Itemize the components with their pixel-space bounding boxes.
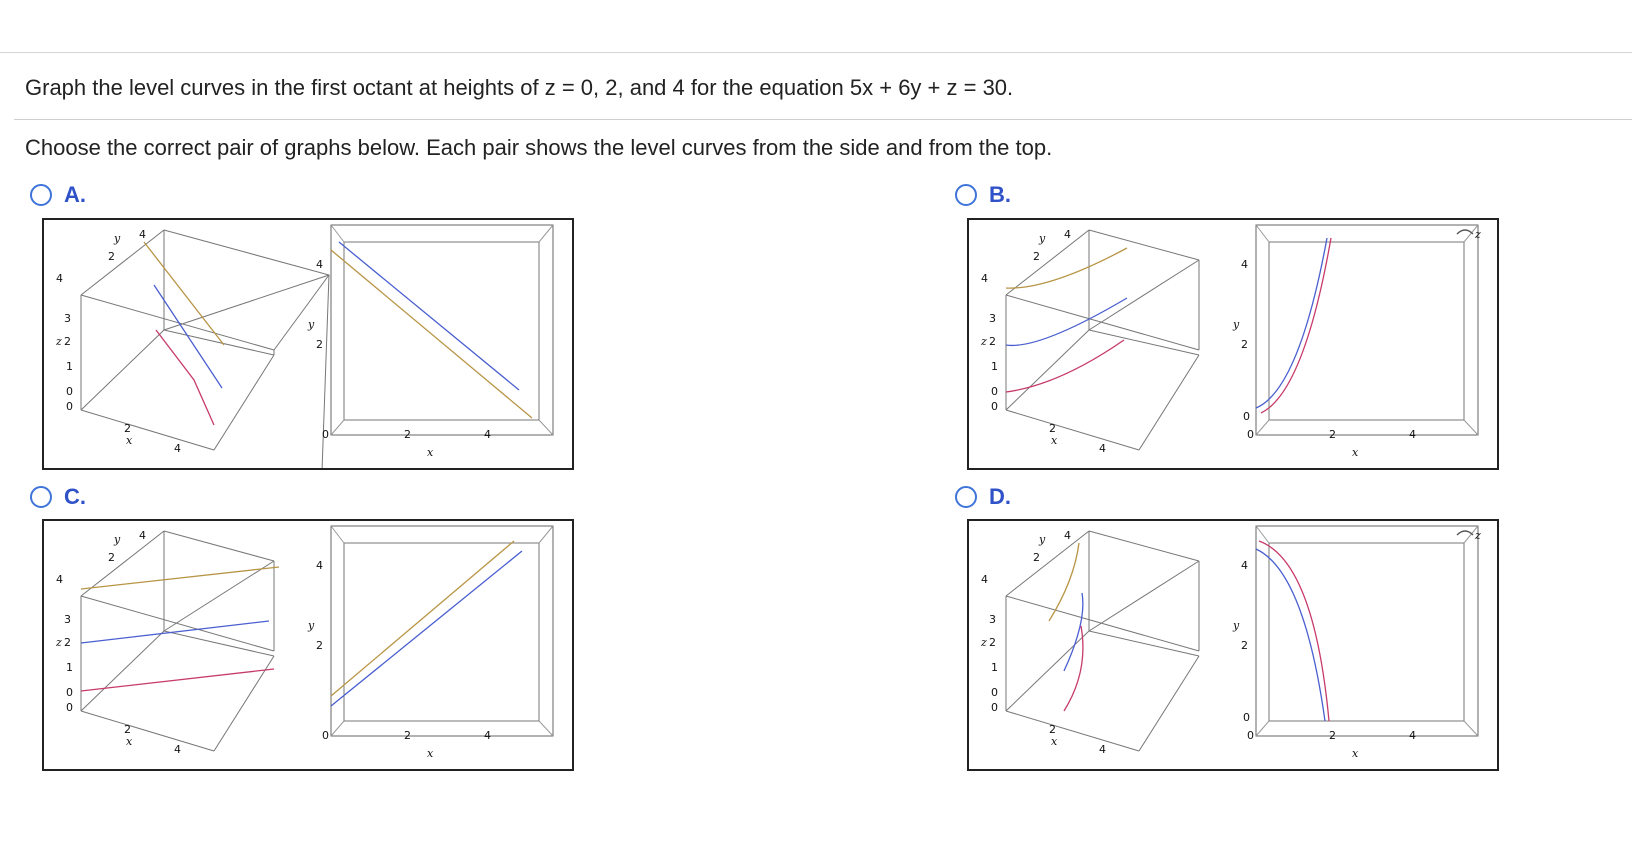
- x-tick-4: 4: [174, 442, 181, 455]
- z-tick-1: 1: [991, 360, 998, 373]
- x-tick-2: 2: [1049, 422, 1056, 435]
- top-frame-outer: [331, 225, 553, 435]
- x-tick-0: 0: [66, 400, 73, 413]
- option-c-label: C.: [64, 484, 86, 509]
- option-c[interactable]: [30, 484, 86, 510]
- z-tick-3: 3: [64, 613, 71, 626]
- top-view: [1232, 526, 1481, 760]
- top-x-tick-0: 0: [322, 428, 329, 441]
- option-a-graph: [42, 218, 574, 470]
- x-axis-label: x: [126, 735, 133, 748]
- top-frame-inner: [1269, 242, 1464, 420]
- top-y-tick-4: 4: [1241, 559, 1248, 572]
- top-x-tick-2: 2: [1329, 428, 1336, 441]
- option-b-label: B.: [989, 182, 1011, 207]
- top-x-tick-4: 4: [484, 428, 491, 441]
- curve-z0: [1064, 626, 1083, 711]
- option-a-graph-canvas: [44, 220, 572, 468]
- y-axis-label: y: [114, 232, 121, 245]
- top-y-tick-4: 4: [316, 559, 323, 572]
- top-view: [307, 225, 553, 459]
- top-y-tick-0: 0: [1243, 410, 1250, 423]
- top-x-tick-0: 0: [322, 729, 329, 742]
- rotate-icon-label: z: [1475, 228, 1481, 241]
- z-tick-2: 2: [989, 335, 996, 348]
- top-frame-inner: [1269, 543, 1464, 721]
- option-c-graph-canvas: [44, 521, 572, 769]
- x-axis-label: x: [1051, 434, 1058, 447]
- z-tick-2: 2: [989, 636, 996, 649]
- rotate-icon-label: z: [1475, 529, 1481, 542]
- top-y-tick-2: 2: [316, 338, 323, 351]
- y-tick-4: 4: [1064, 228, 1071, 241]
- rotate-icon[interactable]: [1457, 529, 1481, 542]
- option-b[interactable]: [955, 182, 1011, 208]
- side-view: [55, 529, 279, 756]
- y-tick-4: 4: [139, 529, 146, 542]
- option-b-graph: [967, 218, 1499, 470]
- top-view: [1232, 225, 1481, 459]
- top-frame-inner: [344, 543, 539, 721]
- z-tick-4: 4: [56, 573, 63, 586]
- x-tick-0: 0: [991, 701, 998, 714]
- question-text: Graph the level curves in the first octant at heights of z = 0, 2, and 4 for the equation 5x + 6y + z = 30.: [25, 75, 1014, 100]
- curve-z4: [1006, 248, 1127, 288]
- top-x-axis-label: x: [1352, 446, 1359, 459]
- top-frame-inner: [344, 242, 539, 420]
- x-tick-0: 0: [991, 400, 998, 413]
- top-curve-z2: [339, 242, 519, 390]
- y-tick-4: 4: [139, 228, 146, 241]
- y-tick-2: 2: [1033, 551, 1040, 564]
- z-tick-4: 4: [981, 573, 988, 586]
- curve-z2: [1006, 298, 1127, 345]
- x-tick-4: 4: [1099, 442, 1106, 455]
- curve-z2: [1064, 593, 1083, 671]
- top-frame-outer: [1256, 225, 1478, 435]
- top-y-tick-2: 2: [1241, 639, 1248, 652]
- y-axis-label: y: [1039, 232, 1046, 245]
- option-d-label: D.: [989, 484, 1011, 509]
- radio-button-icon[interactable]: [30, 486, 52, 508]
- option-a-label: A.: [64, 182, 86, 207]
- x-tick-2: 2: [124, 723, 131, 736]
- top-x-axis-label: x: [427, 747, 434, 760]
- top-view: [307, 526, 553, 760]
- curve-z0: [81, 669, 274, 691]
- x-tick-4: 4: [174, 743, 181, 756]
- y-axis-label: y: [1039, 533, 1046, 546]
- top-frame-outer: [331, 526, 553, 736]
- top-curve-z2: [1256, 238, 1327, 408]
- x-axis-label: x: [1051, 735, 1058, 748]
- x-axis-label: x: [126, 434, 133, 447]
- curve-z0: [1006, 340, 1124, 392]
- top-x-tick-4: 4: [1409, 428, 1416, 441]
- top-y-tick-0: 0: [1243, 711, 1250, 724]
- x-tick-2: 2: [1049, 723, 1056, 736]
- z-tick-0: 0: [991, 686, 998, 699]
- option-d[interactable]: [955, 484, 1011, 510]
- z-tick-0: 0: [66, 686, 73, 699]
- y-tick-2: 2: [108, 250, 115, 263]
- curve-z4: [81, 567, 279, 589]
- top-frame-outer: [1256, 526, 1478, 736]
- top-divider: [0, 52, 1632, 53]
- z-tick-3: 3: [64, 312, 71, 325]
- top-y-axis-label: y: [1233, 318, 1240, 331]
- top-x-axis-label: x: [1352, 747, 1359, 760]
- top-curve-z4: [331, 250, 532, 418]
- top-x-tick-0: 0: [1247, 428, 1254, 441]
- top-y-axis-label: y: [308, 318, 315, 331]
- z-tick-0: 0: [66, 385, 73, 398]
- top-y-tick-2: 2: [316, 639, 323, 652]
- z-tick-3: 3: [989, 312, 996, 325]
- radio-button-icon[interactable]: [955, 184, 977, 206]
- x-tick-2: 2: [124, 422, 131, 435]
- y-tick-2: 2: [1033, 250, 1040, 263]
- side-box-edges: [81, 230, 329, 450]
- top-y-tick-4: 4: [316, 258, 323, 271]
- z-tick-2: 2: [64, 636, 71, 649]
- z-tick-4: 4: [981, 272, 988, 285]
- z-tick-0: 0: [991, 385, 998, 398]
- top-x-tick-2: 2: [404, 729, 411, 742]
- curve-z0: [156, 330, 214, 425]
- z-tick-1: 1: [66, 661, 73, 674]
- top-x-tick-4: 4: [1409, 729, 1416, 742]
- z-tick-1: 1: [66, 360, 73, 373]
- top-y-axis-label: y: [1233, 619, 1240, 632]
- y-tick-4: 4: [1064, 529, 1071, 542]
- option-a[interactable]: [30, 182, 86, 208]
- top-y-tick-4: 4: [1241, 258, 1248, 271]
- z-axis-label: z: [56, 636, 62, 649]
- y-tick-2: 2: [108, 551, 115, 564]
- top-curve-z0: [1261, 238, 1331, 413]
- instruction-text: Choose the correct pair of graphs below. Each pair shows the level curves from the side and from the top.: [25, 135, 1053, 160]
- radio-button-icon[interactable]: [30, 184, 52, 206]
- option-d-graph-canvas: [969, 521, 1497, 769]
- top-curve-z2: [331, 551, 522, 706]
- top-x-tick-2: 2: [404, 428, 411, 441]
- x-tick-0: 0: [66, 701, 73, 714]
- z-tick-3: 3: [989, 613, 996, 626]
- z-axis-label: z: [981, 636, 987, 649]
- rotate-icon[interactable]: [1457, 228, 1481, 241]
- z-tick-1: 1: [991, 661, 998, 674]
- z-axis-label: z: [56, 335, 62, 348]
- top-x-axis-label: x: [427, 446, 434, 459]
- side-view: [55, 228, 329, 468]
- side-view: [980, 228, 1199, 455]
- option-b-graph-canvas: [969, 220, 1497, 468]
- top-x-tick-4: 4: [484, 729, 491, 742]
- z-axis-label: z: [981, 335, 987, 348]
- top-y-tick-2: 2: [1241, 338, 1248, 351]
- top-x-tick-2: 2: [1329, 729, 1336, 742]
- z-tick-2: 2: [64, 335, 71, 348]
- section-divider: [14, 119, 1632, 120]
- top-y-axis-label: y: [308, 619, 315, 632]
- option-d-graph: [967, 519, 1499, 771]
- radio-button-icon[interactable]: [955, 486, 977, 508]
- top-curve-z4: [331, 541, 514, 696]
- top-curve-z2: [1256, 549, 1325, 721]
- z-tick-4: 4: [56, 272, 63, 285]
- top-x-tick-0: 0: [1247, 729, 1254, 742]
- x-tick-4: 4: [1099, 743, 1106, 756]
- option-c-graph: [42, 519, 574, 771]
- y-axis-label: y: [114, 533, 121, 546]
- side-view: [980, 529, 1199, 756]
